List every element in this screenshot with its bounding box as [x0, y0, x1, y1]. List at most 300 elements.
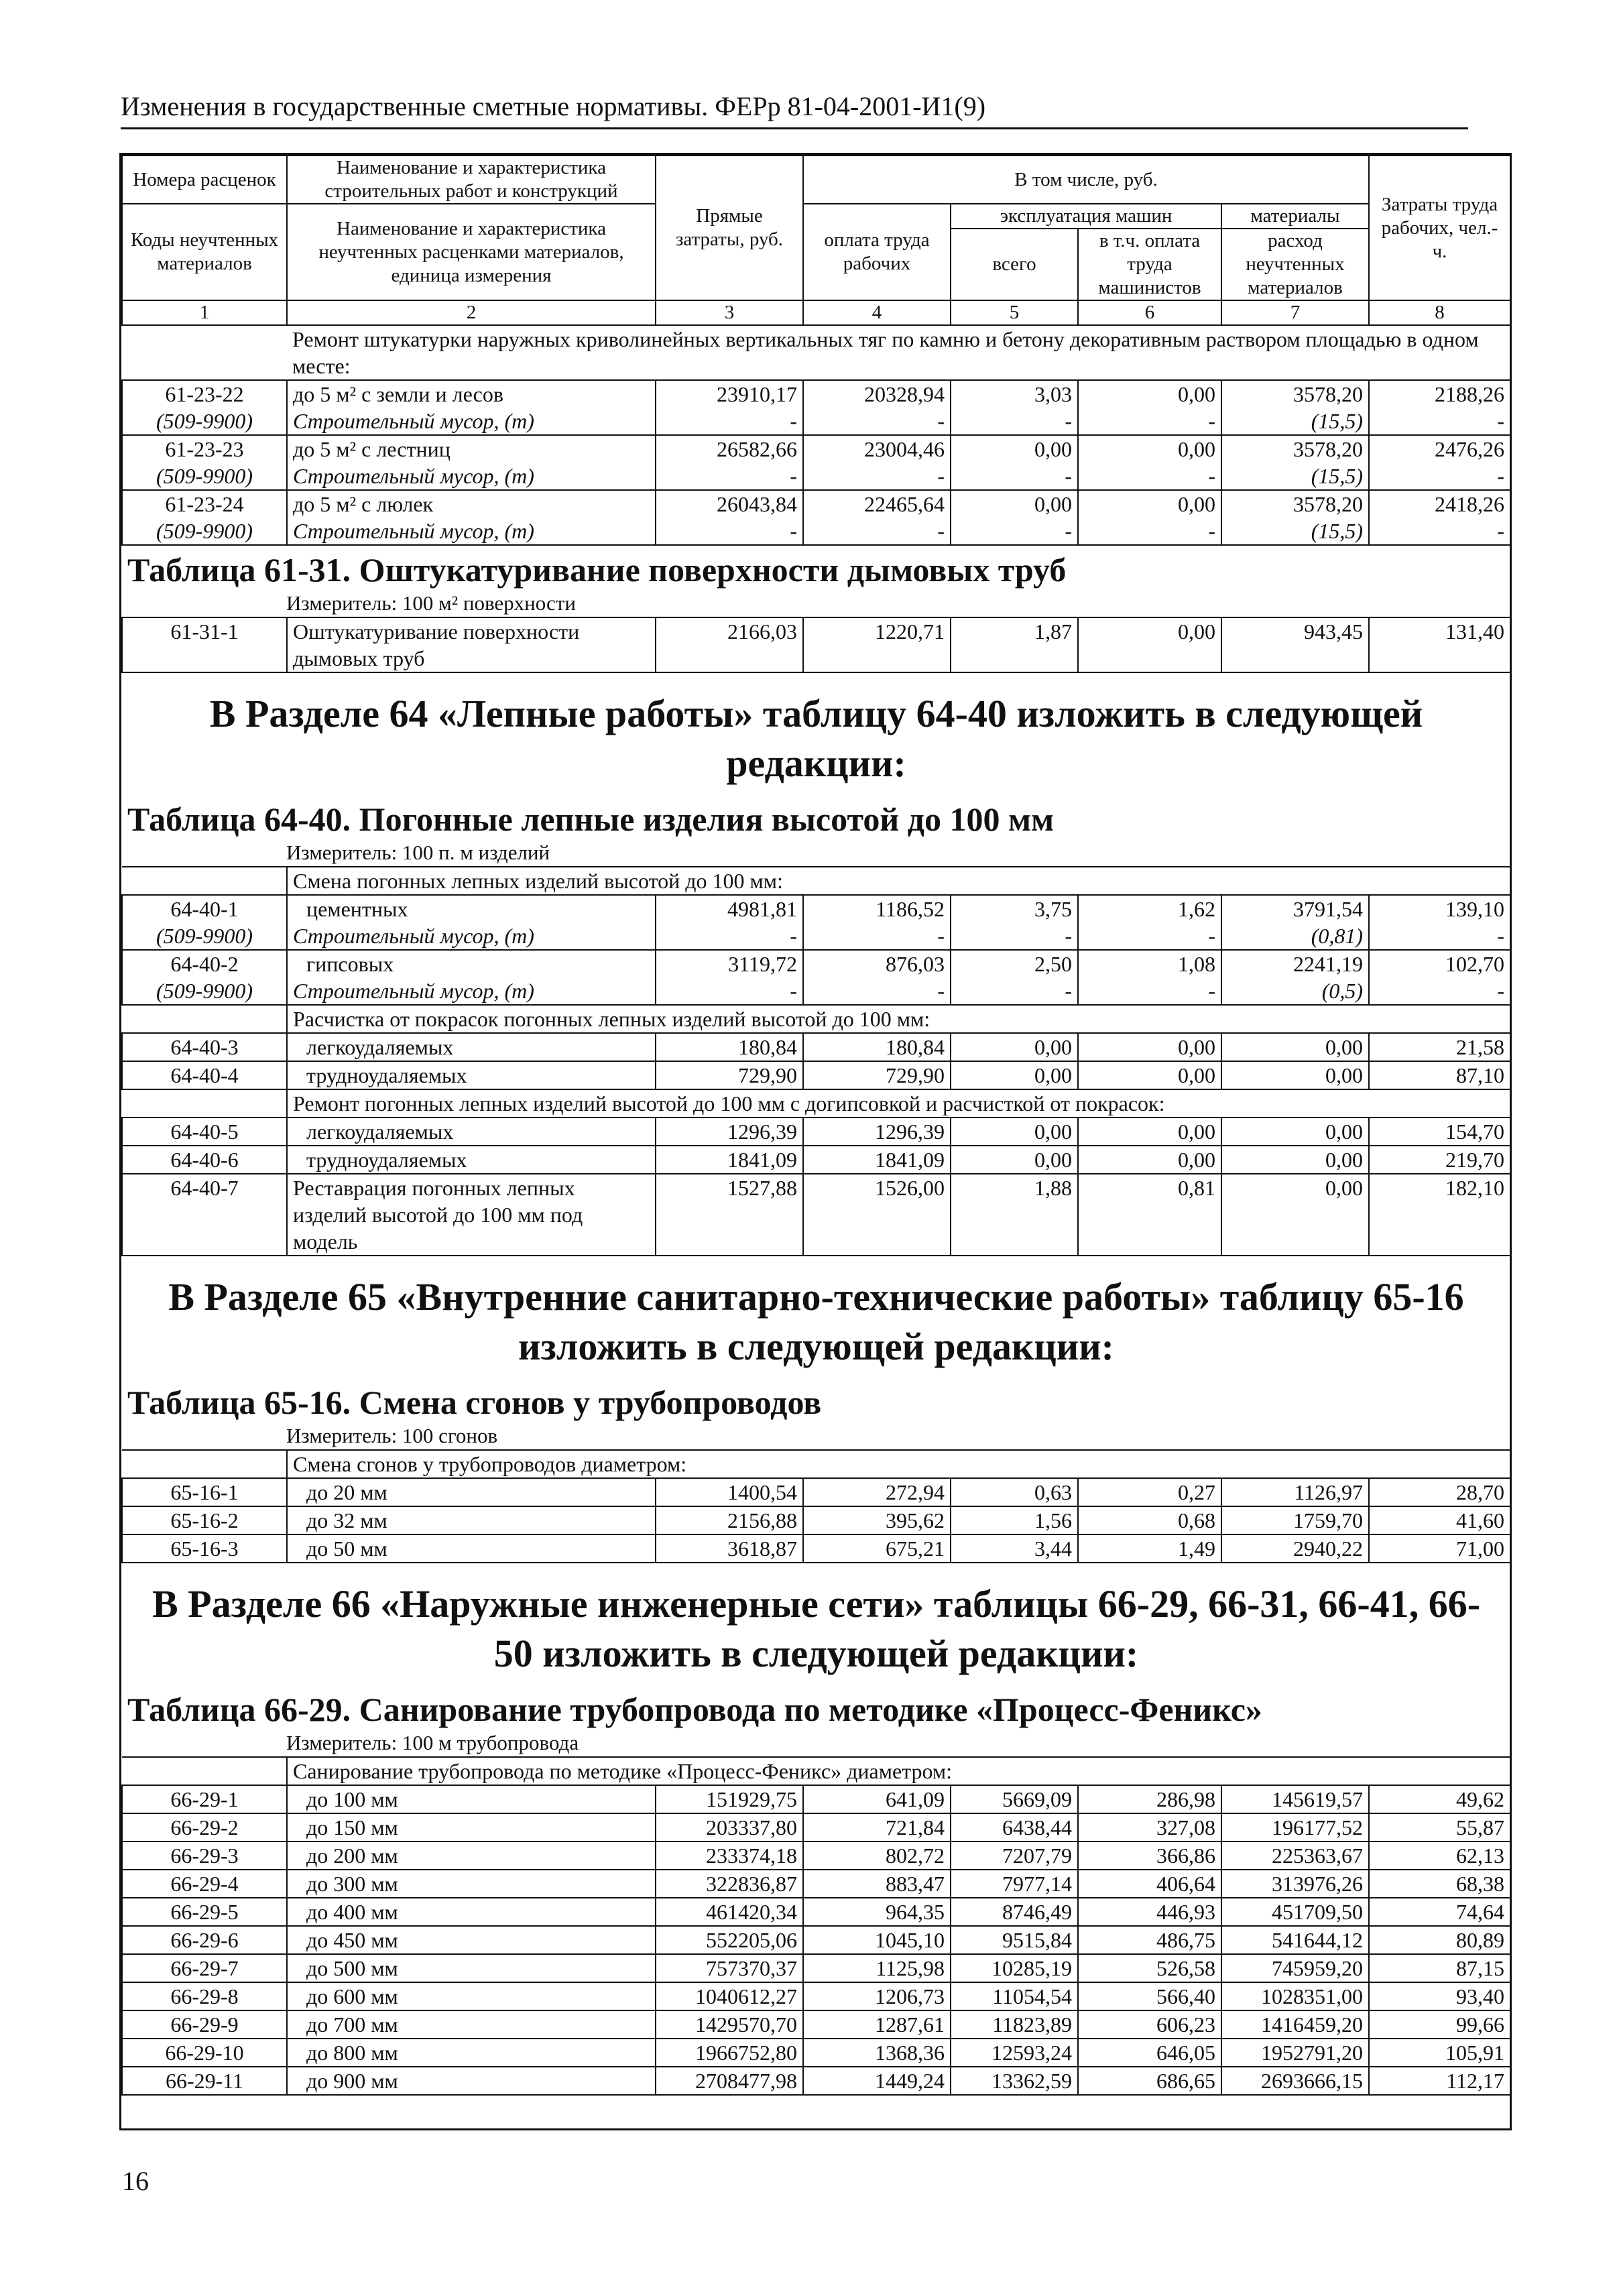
direct-costs: 233374,18	[656, 1841, 803, 1870]
worker-pay: 729,90	[803, 1061, 951, 1089]
dash: -	[951, 463, 1078, 490]
worker-pay: 1206,73	[803, 1982, 951, 2010]
col-num: 7	[1221, 300, 1369, 325]
rate-code: 66-29-1	[122, 1785, 287, 1813]
col-num: 5	[951, 300, 1078, 325]
labor-hours: 99,66	[1369, 2010, 1510, 2039]
machines-total: 0,63	[951, 1478, 1078, 1506]
direct-costs: 2708477,98	[656, 2067, 803, 2095]
rate-code: 61-31-1	[122, 617, 287, 672]
operator-pay: 0,00	[1078, 617, 1221, 672]
table-row	[122, 2039, 1510, 2067]
operator-pay: 646,05	[1078, 2039, 1221, 2067]
header-row-1	[122, 156, 1510, 204]
table-row	[122, 1982, 1510, 2010]
rate-name: Оштукатуривание поверхности дымовых труб	[287, 617, 656, 672]
rate-code: 61-23-22	[122, 380, 287, 408]
materials: 3791,54	[1221, 895, 1369, 922]
measure-unit: Измеритель: 100 п. м изделий	[286, 841, 550, 864]
table-row	[122, 1954, 1510, 1982]
direct-costs: 180,84	[656, 1033, 803, 1061]
table-row	[122, 380, 1510, 408]
dash: -	[803, 463, 951, 490]
worker-pay: 1296,39	[803, 1117, 951, 1146]
operator-pay: 1,08	[1078, 950, 1221, 977]
operator-pay: 566,40	[1078, 1982, 1221, 2010]
operator-pay: 606,23	[1078, 2010, 1221, 2039]
machines-total: 3,03	[951, 380, 1078, 408]
operator-pay: 0,00	[1078, 490, 1221, 518]
direct-costs: 1400,54	[656, 1478, 803, 1506]
section-row	[122, 672, 1510, 795]
machines-total: 0,00	[951, 1061, 1078, 1089]
rate-name: до 400 мм	[287, 1898, 656, 1926]
direct-costs: 757370,37	[656, 1954, 803, 1982]
table-row	[122, 1898, 1510, 1926]
table-66-29-body	[122, 1785, 1510, 2095]
header-material-codes: Коды неучтенных материалов	[122, 204, 287, 300]
rate-name: до 700 мм	[287, 2010, 656, 2039]
group-heading	[122, 1089, 1510, 1117]
worker-pay: 22465,64	[803, 490, 951, 518]
dash: -	[951, 977, 1078, 1005]
direct-costs: 1966752,80	[656, 2039, 803, 2067]
materials: 1759,70	[1221, 1506, 1369, 1534]
worker-pay: 20328,94	[803, 380, 951, 408]
operator-pay: 1,62	[1078, 895, 1221, 922]
material-row	[122, 922, 1510, 950]
machines-total: 7977,14	[951, 1870, 1078, 1898]
labor-hours: 80,89	[1369, 1926, 1510, 1954]
direct-costs: 203337,80	[656, 1813, 803, 1841]
dash: -	[1078, 463, 1221, 490]
machines-total: 9515,84	[951, 1926, 1078, 1954]
table-row	[122, 490, 1510, 518]
materials: 2241,19	[1221, 950, 1369, 977]
material-code: (509-9900)	[122, 408, 287, 435]
rate-name: цементных	[287, 895, 656, 922]
machines-total: 11054,54	[951, 1982, 1078, 2010]
group-description: Расчистка от покрасок погонных лепных изделий высотой до 100 мм:	[287, 1005, 1510, 1033]
rate-code: 66-29-4	[122, 1870, 287, 1898]
rate-code: 66-29-6	[122, 1926, 287, 1954]
direct-costs: 1527,88	[656, 1174, 803, 1256]
worker-pay: 876,03	[803, 950, 951, 977]
machines-total: 13362,59	[951, 2067, 1078, 2095]
worker-pay: 1287,61	[803, 2010, 951, 2039]
measure-unit: Измеритель: 100 м² поверхности	[286, 591, 576, 615]
table-title-row	[122, 1378, 1510, 1423]
col-num: 1	[122, 300, 287, 325]
worker-pay: 641,09	[803, 1785, 951, 1813]
header-material-name: Наименование и характеристика неучтенных расценками материалов, единица измерения	[287, 204, 656, 300]
table-row	[122, 435, 1510, 463]
machines-total: 3,75	[951, 895, 1078, 922]
material-usage: (15,5)	[1221, 463, 1369, 490]
rate-name: Реставрация погонных лепных изделий высотой до 100 мм под модель	[287, 1174, 656, 1256]
worker-pay: 180,84	[803, 1033, 951, 1061]
header-material-usage: расход неучтенных материалов	[1221, 229, 1369, 300]
operator-pay: 406,64	[1078, 1870, 1221, 1898]
rate-code: 64-40-3	[122, 1033, 287, 1061]
material-code: (509-9900)	[122, 977, 287, 1005]
table-row	[122, 1534, 1510, 1563]
header-machines: эксплуатация машин	[951, 204, 1221, 229]
measure-row	[122, 1730, 1510, 1757]
worker-pay: 675,21	[803, 1534, 951, 1563]
measure-row	[122, 839, 1510, 867]
table-title-row	[122, 1685, 1510, 1730]
section-row	[122, 1563, 1510, 1685]
operator-pay: 0,00	[1078, 1033, 1221, 1061]
rate-name: до 5 м² с люлек	[287, 490, 656, 518]
worker-pay: 883,47	[803, 1870, 951, 1898]
machines-total: 0,00	[951, 435, 1078, 463]
materials: 943,45	[1221, 617, 1369, 672]
measure-unit: Измеритель: 100 сгонов	[286, 1424, 498, 1447]
header-column-numbers	[122, 300, 1510, 325]
labor-hours: 68,38	[1369, 1870, 1510, 1898]
rate-code: 66-29-11	[122, 2067, 287, 2095]
machines-total: 11823,89	[951, 2010, 1078, 2039]
labor-hours: 182,10	[1369, 1174, 1510, 1256]
worker-pay: 721,84	[803, 1813, 951, 1841]
labor-hours: 93,40	[1369, 1982, 1510, 2010]
labor-hours: 139,10	[1369, 895, 1510, 922]
direct-costs: 1040612,27	[656, 1982, 803, 2010]
section-heading: В Разделе 66 «Наружные инженерные сети» таблицы 66-29, 66-31, 66-41, 66-50 изложить в следующей редакции:	[122, 1563, 1510, 1685]
direct-costs: 151929,75	[656, 1785, 803, 1813]
header-machines-total: всего	[951, 229, 1078, 300]
machines-total: 1,87	[951, 617, 1078, 672]
rate-name: до 150 мм	[287, 1813, 656, 1841]
table-row	[122, 950, 1510, 977]
table-row	[122, 1926, 1510, 1954]
rate-code: 66-29-3	[122, 1841, 287, 1870]
rate-name: до 600 мм	[287, 1982, 656, 2010]
rate-name: до 20 мм	[287, 1478, 656, 1506]
header-including: В том числе, руб.	[803, 156, 1369, 204]
dash: -	[1078, 977, 1221, 1005]
rate-name: до 5 м² с земли и лесов	[287, 380, 656, 408]
machines-total: 7207,79	[951, 1841, 1078, 1870]
rate-code: 66-29-5	[122, 1898, 287, 1926]
materials: 3578,20	[1221, 435, 1369, 463]
rate-code: 64-40-1	[122, 895, 287, 922]
direct-costs: 1841,09	[656, 1146, 803, 1174]
group-description: Ремонт штукатурки наружных криволинейных вертикальных тяг по камню и бетону декоративным раствором площадью в одном месте:	[292, 327, 1479, 378]
worker-pay: 1449,24	[803, 2067, 951, 2095]
table-title: Таблица 64-40. Погонные лепные изделия высотой до 100 мм	[127, 800, 1055, 838]
material-code: (509-9900)	[122, 463, 287, 490]
operator-pay: 0,00	[1078, 1061, 1221, 1089]
materials: 1416459,20	[1221, 2010, 1369, 2039]
material-name: Строительный мусор, (т)	[287, 922, 656, 950]
labor-hours: 71,00	[1369, 1534, 1510, 1563]
dash: -	[1369, 408, 1510, 435]
worker-pay: 1368,36	[803, 2039, 951, 2067]
rate-name: до 500 мм	[287, 1954, 656, 1982]
labor-hours: 219,70	[1369, 1146, 1510, 1174]
group-description: Смена сгонов у трубопроводов диаметром:	[287, 1450, 1510, 1478]
operator-pay: 286,98	[1078, 1785, 1221, 1813]
direct-costs: 3119,72	[656, 950, 803, 977]
machines-total: 1,56	[951, 1506, 1078, 1534]
labor-hours: 74,64	[1369, 1898, 1510, 1926]
dash: -	[951, 408, 1078, 435]
rate-code: 66-29-10	[122, 2039, 287, 2067]
labor-hours: 131,40	[1369, 617, 1510, 672]
material-code: (509-9900)	[122, 922, 287, 950]
materials: 1028351,00	[1221, 1982, 1369, 2010]
materials: 313976,26	[1221, 1870, 1369, 1898]
direct-costs: 4981,81	[656, 895, 803, 922]
rate-name: до 50 мм	[287, 1534, 656, 1563]
materials: 0,00	[1221, 1146, 1369, 1174]
dash: -	[656, 408, 803, 435]
material-row	[122, 518, 1510, 545]
dash: -	[1078, 518, 1221, 545]
page-number: 16	[122, 2166, 149, 2196]
material-name: Строительный мусор, (т)	[287, 977, 656, 1005]
worker-pay: 1220,71	[803, 617, 951, 672]
operator-pay: 0,00	[1078, 1117, 1221, 1146]
table-row	[122, 1174, 1510, 1256]
direct-costs: 322836,87	[656, 1870, 803, 1898]
group-description: Санирование трубопровода по методике «Процесс-Феникс» диаметром:	[287, 1757, 1510, 1785]
materials: 0,00	[1221, 1033, 1369, 1061]
operator-pay: 446,93	[1078, 1898, 1221, 1926]
table-row	[122, 1033, 1510, 1061]
col-num: 2	[287, 300, 656, 325]
labor-hours: 21,58	[1369, 1033, 1510, 1061]
rate-code: 66-29-7	[122, 1954, 287, 1982]
worker-pay: 1841,09	[803, 1146, 951, 1174]
worker-pay: 1186,52	[803, 895, 951, 922]
measure-row	[122, 590, 1510, 617]
dash: -	[951, 518, 1078, 545]
machines-total: 0,00	[951, 1033, 1078, 1061]
table-row	[122, 1785, 1510, 1813]
rate-name: трудноудаляемых	[287, 1061, 656, 1089]
material-usage: (15,5)	[1221, 408, 1369, 435]
header-materials: материалы	[1221, 204, 1369, 229]
direct-costs: 552205,06	[656, 1926, 803, 1954]
group-heading	[122, 325, 1510, 380]
machines-total: 5669,09	[951, 1785, 1078, 1813]
worker-pay: 395,62	[803, 1506, 951, 1534]
material-row	[122, 977, 1510, 1005]
material-usage: (0,5)	[1221, 977, 1369, 1005]
rate-code: 66-29-8	[122, 1982, 287, 2010]
document-table	[119, 153, 1512, 2130]
direct-costs: 461420,34	[656, 1898, 803, 1926]
direct-costs: 26043,84	[656, 490, 803, 518]
header-direct-costs: Прямые затраты, руб.	[656, 156, 803, 300]
labor-hours: 2418,26	[1369, 490, 1510, 518]
materials: 0,00	[1221, 1117, 1369, 1146]
materials: 196177,52	[1221, 1813, 1369, 1841]
machines-total: 0,00	[951, 490, 1078, 518]
dash: -	[1078, 922, 1221, 950]
rate-code: 65-16-1	[122, 1478, 287, 1506]
operator-pay: 0,27	[1078, 1478, 1221, 1506]
dash: -	[1369, 977, 1510, 1005]
table-title: Таблица 65-16. Смена сгонов у трубопроводов	[127, 1384, 822, 1421]
labor-hours: 55,87	[1369, 1813, 1510, 1841]
material-row	[122, 408, 1510, 435]
direct-costs: 2166,03	[656, 617, 803, 672]
operator-pay: 686,65	[1078, 2067, 1221, 2095]
machines-total: 8746,49	[951, 1898, 1078, 1926]
rate-code: 64-40-5	[122, 1117, 287, 1146]
measure-row	[122, 1423, 1510, 1450]
col-num: 3	[656, 300, 803, 325]
rate-code: 66-29-2	[122, 1813, 287, 1841]
labor-hours: 154,70	[1369, 1117, 1510, 1146]
direct-costs: 729,90	[656, 1061, 803, 1089]
materials: 3578,20	[1221, 490, 1369, 518]
rate-name: до 100 мм	[287, 1785, 656, 1813]
dash: -	[656, 977, 803, 1005]
dash: -	[1078, 408, 1221, 435]
rate-code: 66-29-9	[122, 2010, 287, 2039]
rate-name: до 900 мм	[287, 2067, 656, 2095]
rate-code: 61-23-24	[122, 490, 287, 518]
dash: -	[656, 922, 803, 950]
col-num: 4	[803, 300, 951, 325]
materials: 451709,50	[1221, 1898, 1369, 1926]
dash: -	[1369, 518, 1510, 545]
table-row	[122, 1146, 1510, 1174]
group-description: Ремонт погонных лепных изделий высотой до 100 мм с догипсовкой и расчисткой от покрасок:	[287, 1089, 1510, 1117]
table-row	[122, 1870, 1510, 1898]
header-row-2	[122, 204, 1510, 229]
operator-pay: 526,58	[1078, 1954, 1221, 1982]
table-row	[122, 1841, 1510, 1870]
group-heading	[122, 1450, 1510, 1478]
group-heading	[122, 867, 1510, 895]
group-heading	[122, 1005, 1510, 1033]
table-row	[122, 1061, 1510, 1089]
rate-name: до 32 мм	[287, 1506, 656, 1534]
section-row	[122, 1256, 1510, 1378]
dash: -	[656, 518, 803, 545]
table-row	[122, 2010, 1510, 2039]
direct-costs: 26582,66	[656, 435, 803, 463]
worker-pay: 964,35	[803, 1898, 951, 1926]
rate-code: 61-23-23	[122, 435, 287, 463]
direct-costs: 1296,39	[656, 1117, 803, 1146]
labor-hours: 102,70	[1369, 950, 1510, 977]
direct-costs: 23910,17	[656, 380, 803, 408]
dash: -	[803, 922, 951, 950]
rate-code: 64-40-6	[122, 1146, 287, 1174]
section-heading: В Разделе 65 «Внутренние санитарно-технические работы» таблицу 65-16 изложить в следующей редакции:	[122, 1256, 1510, 1378]
material-name: Строительный мусор, (т)	[287, 463, 656, 490]
labor-hours: 2476,26	[1369, 435, 1510, 463]
materials: 225363,67	[1221, 1841, 1369, 1870]
labor-hours: 49,62	[1369, 1785, 1510, 1813]
measure-unit: Измеритель: 100 м трубопровода	[286, 1731, 579, 1754]
worker-pay: 23004,46	[803, 435, 951, 463]
worker-pay: 1125,98	[803, 1954, 951, 1982]
material-name: Строительный мусор, (т)	[287, 408, 656, 435]
rate-code: 64-40-2	[122, 950, 287, 977]
rate-code: 64-40-7	[122, 1174, 287, 1256]
direct-costs: 2156,88	[656, 1506, 803, 1534]
table-row	[122, 1506, 1510, 1534]
dash: -	[803, 408, 951, 435]
dash: -	[1369, 463, 1510, 490]
operator-pay: 0,81	[1078, 1174, 1221, 1256]
machines-total: 3,44	[951, 1534, 1078, 1563]
rate-name: до 800 мм	[287, 2039, 656, 2067]
worker-pay: 802,72	[803, 1841, 951, 1870]
material-name: Строительный мусор, (т)	[287, 518, 656, 545]
rate-name: до 5 м² с лестниц	[287, 435, 656, 463]
materials: 2693666,15	[1221, 2067, 1369, 2095]
rate-name: до 450 мм	[287, 1926, 656, 1954]
labor-hours: 87,15	[1369, 1954, 1510, 1982]
operator-pay: 486,75	[1078, 1926, 1221, 1954]
header-worker-pay: оплата труда рабочих	[803, 204, 951, 300]
table-title-row	[122, 795, 1510, 839]
operator-pay: 0,68	[1078, 1506, 1221, 1534]
operator-pay: 1,49	[1078, 1534, 1221, 1563]
labor-hours: 41,60	[1369, 1506, 1510, 1534]
group-heading	[122, 1757, 1510, 1785]
col-num: 6	[1078, 300, 1221, 325]
worker-pay: 1045,10	[803, 1926, 951, 1954]
worker-pay: 272,94	[803, 1478, 951, 1506]
header-operator-pay: в т.ч. оплата труда машинистов	[1078, 229, 1221, 300]
labor-hours: 87,10	[1369, 1061, 1510, 1089]
materials: 2940,22	[1221, 1534, 1369, 1563]
material-row	[122, 463, 1510, 490]
header-work-name: Наименование и характеристика строительных работ и конструкций	[287, 156, 656, 204]
materials: 1126,97	[1221, 1478, 1369, 1506]
col-num: 8	[1369, 300, 1510, 325]
operator-pay: 0,00	[1078, 380, 1221, 408]
direct-costs: 3618,87	[656, 1534, 803, 1563]
materials: 0,00	[1221, 1061, 1369, 1089]
labor-hours: 112,17	[1369, 2067, 1510, 2095]
materials: 541644,12	[1221, 1926, 1369, 1954]
rate-name: гипсовых	[287, 950, 656, 977]
dash: -	[951, 922, 1078, 950]
operator-pay: 327,08	[1078, 1813, 1221, 1841]
dash: -	[803, 518, 951, 545]
material-usage: (15,5)	[1221, 518, 1369, 545]
table-row	[122, 2067, 1510, 2095]
rate-code: 64-40-4	[122, 1061, 287, 1089]
machines-total: 12593,24	[951, 2039, 1078, 2067]
machines-total: 0,00	[951, 1117, 1078, 1146]
labor-hours: 2188,26	[1369, 380, 1510, 408]
dash: -	[1369, 922, 1510, 950]
rate-name: легкоудаляемых	[287, 1033, 656, 1061]
table-row	[122, 617, 1510, 672]
section-heading: В Разделе 64 «Лепные работы» таблицу 64-40 изложить в следующей редакции:	[122, 672, 1510, 795]
labor-hours: 105,91	[1369, 2039, 1510, 2067]
machines-total: 1,88	[951, 1174, 1078, 1256]
header-labor-hours: Затраты труда рабочих, чел.-ч.	[1369, 156, 1510, 300]
operator-pay: 0,00	[1078, 435, 1221, 463]
materials: 145619,57	[1221, 1785, 1369, 1813]
direct-costs: 1429570,70	[656, 2010, 803, 2039]
dash: -	[656, 463, 803, 490]
